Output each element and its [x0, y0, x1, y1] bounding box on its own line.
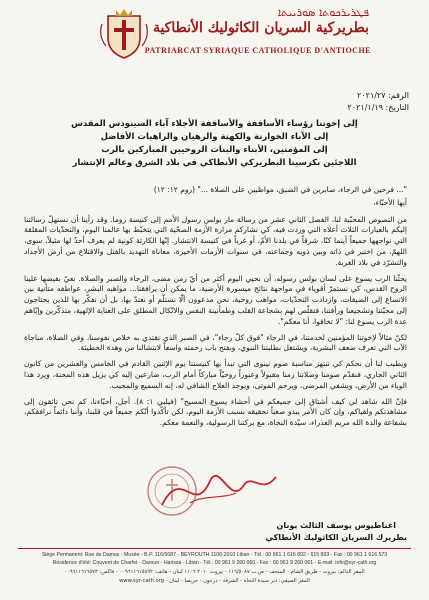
syriac-title: ܦܛܪܝܪܟܘܬܐ ܣܘܪܝܝܬܐ — [277, 6, 369, 19]
body-paragraph: لكنّ مثالاً لإخوتنا المؤمنين لخدمتنا، في الرجاء "فوق كلّ رجاء"، في الصبر الذي نقتدي به خلاص نفوسنا، وفي الصلاة، مناجاة الآب التي تعرف ضعف البشرية، ويشتغل بطلبتنا النبوي، وبفتح باب رحمته واسعاً لانتشالنا من وهدة الخطيئة. — [24, 332, 407, 353]
french-title: PATRIARCAT SYRIAQUE CATHOLIQUE D'ANTIOCHE — [144, 46, 371, 55]
body-paragraph: ويطيب لنا أن نحكم كي تنتهز مناسبة صوم نينوى التي تبدأ بها كنيستنا يوم الإثنين القادم في الخامس والعشرين من كانون الثاني الجاري، فنقدّم صومنا وصلاتنا زمنا مقبولاً وعبوراً روحيّاً مباركاً أمام الرب، ضارعين إليه كي يزيل هذه المحنة، ويرد هذا الوباء من الأرض، ويشفي المرضى، ويرحم الموتى، ويوجد العلاج الشافي له، إنه السميع والمجيب. — [24, 359, 407, 390]
letterhead — [0, 4, 429, 66]
letter-body — [24, 185, 407, 434]
patriarchal-coat-of-arms-icon — [96, 6, 152, 62]
address-line: إلى المؤمنين، الأبناء والبنات الروحيين المباركين بالرب — [101, 145, 328, 155]
arabic-title: بطريركية السريان الكاثوليك الأنطاكية — [152, 20, 369, 36]
body-paragraph: من النصوص المحبّبة لنا، الفصل الثاني عشر من رسالة مار بولس رسول الأمم إلى كنيسة روما. وقد رأينا أن نستهلّ رسالتنا إليكم بالعبارات الثلاث أعلاه التي وردت فيه، كي نشاركم مرارة الأزمة الصحّية التي يتخبّط بها عالمنا اليوم، والتحدّيات المقلقة التي نواجهها جميعاً أينما كنّا، شرقاً في بلدنا الأمّ، أو غرباً في كنيسة الانتشار. إنّها الكارثة كونية لم يعرف أحدٌ لها مثيلاً، سوى، اللهمّ، من اختبر في ذاته وبين ذويه وجماعته، في سنوات الأزمات الأخيرة، معاناة التهديد بالقتل والاقتلاع من أرض الأجداد والتشرّد في بلاد الغربة. — [24, 214, 407, 267]
address-line: اللاجئين بكرسينا البطريركي الأنطاكي في بلاد الشرق وعالم الإنتشار — [72, 158, 357, 168]
signature-and-seal-icon — [132, 455, 282, 525]
body-paragraph: يحثّنا الرب يسوع على لسان بولس رسوله، أن نحيي اليوم أكثر من أيّ زمن مضى، الرجاء والصبر والصلاة. نعيّ بفيضها علينا الروح القدس، كي نستمرّ أقوياء في مواجهة نتائج ميسورة الأرضية، ما يمكن أن يرافقنا... مواهبه البشر، عواطفه متأنية بين الاتساع إلى الضيقات، وازدادت التحدّيات، مواهب روحية، نحن مدعوون ألّا نستلّم أو نعتدّ بها، بل أن نفكّر بها للذين يحتاجون إلى محبّتنا وتشجيعنا ورأفتنا، فتقلّص لهم بشجاعة القلب وطمأنينة النفس والاتّكال المطلق على العناية الإلهية، متذكّرين وإيّاهم عدة الرب يسوع لنا: "لا تخافوا، أنا معكم". — [24, 273, 407, 326]
footer-line: المقر الصيفي: دير سيدة النجاة - الشرفة - درعون - حريصا - لبنان - www.syr-cath.org — [119, 578, 310, 584]
footer-line: المقر الدائم: بيروت - طريق الشام - المتحف - ص.ب ١١٦/٥٠٨٧ - بيروت ٢٠١٠ ١١٠٦ لبنان - هاتف: ٠٠٩٦١١٦١٥٨٩٢ - فاكس: ٠٠٩٦١١٦١٦٥٧٣ — [64, 569, 365, 575]
address-line: إلى الآباء الخوارنة والكهنة والرهبان والراهبات الأفاضل — [100, 132, 329, 142]
signature-block — [265, 520, 407, 544]
signatory-title: بطريرك السريان الكاثوليك الأنطاكي — [265, 533, 407, 542]
footer-divider — [18, 548, 411, 549]
scripture-quote: "... فرحين في الرجاء، صابرين في الضيق، مواظبين على الصلاة ..." (روم ١٢: ١٢) — [153, 185, 407, 194]
address-line: إلى إخوتنا رؤساء الأساقفة والأساقفة الأجلاء آباء السينودس المقدس — [71, 119, 358, 129]
footer-line: Siège Permanent: Rue de Damas - Musée - B.P. 116/5087 - BEYROUTH 1106-2010 Liban - Tél.: 00 961 1 615 892 - 615 893 - Fax : 00 961 1 616 573 — [41, 552, 388, 558]
reference-block — [348, 90, 409, 114]
address-block — [20, 118, 409, 170]
footer-line: Résidence d'été: Couvent de Charfet - Daroun - Harissa - Liban - Tél.: 00 961 9 260 060 - Fax : 00 961 9 260 061 - E-mail: info@syr-cath.org — [52, 560, 377, 566]
letter-date: التاريخ: ٢٠٢١/١/١٩ — [347, 103, 409, 112]
signatory-name: اغناطيوس يوسف الثالث يونان — [276, 521, 396, 530]
greeting: أيها الأحبّاء، — [373, 197, 407, 207]
reference-number: الرقم: ٢٠٢١/٢٧ — [357, 91, 409, 100]
footer — [0, 548, 429, 600]
body-paragraph: فإنّ الله شاهد لي كيف أشتاق إلى جميعكم في أحشاء يسوع المسيح" (فيلبي ١: ٨). أجل، أحبّاءنا، كم نحن تائقون إلى مشاهدتكم ولقياكم، وإن كان الأمر يبدو صعباً تحقيقه بسبب الأزمة اليوم، لكن تأكّدوا أنّكم جميعاً في قلبنا، وأننا دائماً نرافقكم، بشفاعة والدة الله مريم العذراء، سيّدة النجاة، مع بركتنا الرسولية، والنعمة معكم. — [24, 396, 407, 428]
